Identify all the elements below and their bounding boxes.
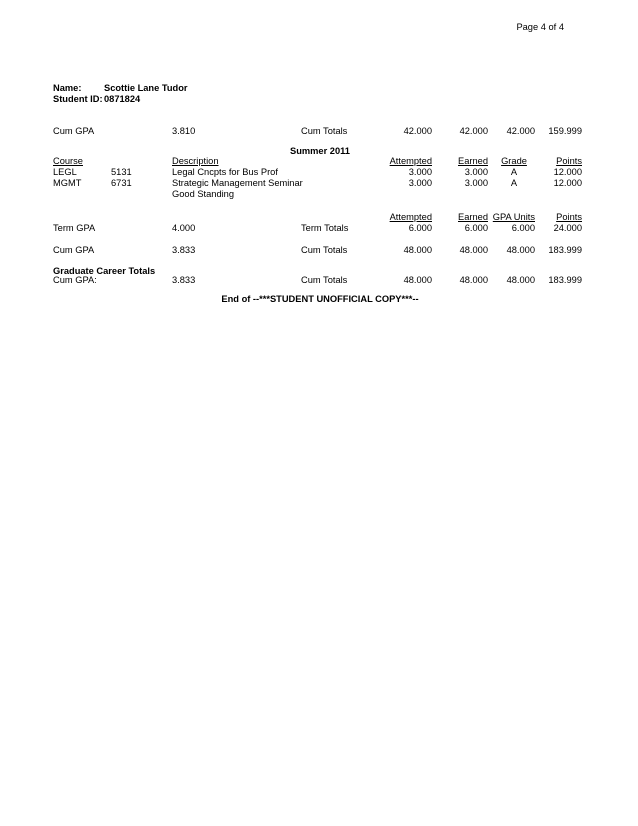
end-of-document-note: End of --***STUDENT UNOFFICIAL COPY***-- [221,294,419,304]
course-description: Legal Cncpts for Bus Prof [172,167,278,177]
course-description: Strategic Management Seminar [172,178,303,188]
prior-cum-totals-label: Cum Totals [301,126,348,136]
course-subject: MGMT [53,178,82,188]
course-points: 12.000 [553,167,582,177]
prior-cum-gpa-label: Cum GPA [53,126,95,136]
term-points: 24.000 [553,223,582,233]
totals-gpa-units-header: GPA Units [492,212,535,222]
grade-header: Grade [501,156,527,166]
course-points: 12.000 [553,178,582,188]
cum-gpa-label: Cum GPA [53,245,95,255]
term-title: Summer 2011 [290,146,350,156]
course-subject: LEGL [53,167,77,177]
page-number: Page 4 of 4 [516,22,564,32]
prior-cum-points: 159.999 [548,126,582,136]
cum-earned: 48.000 [459,245,488,255]
student-name: Scottie Lane Tudor [104,83,188,93]
student-id-label: Student ID: [53,94,103,104]
course-earned: 3.000 [464,167,488,177]
course-grade: A [510,178,518,188]
career-earned: 48.000 [459,275,488,285]
course-number: 5131 [111,167,132,177]
prior-cum-gpa-units: 42.000 [506,126,535,136]
career-points: 183.999 [548,275,582,285]
term-earned: 6.000 [464,223,488,233]
career-totals-title: Graduate Career Totals [53,266,156,276]
prior-cum-attempted: 42.000 [403,126,432,136]
prior-cum-gpa: 3.810 [172,126,196,136]
career-gpa: 3.833 [172,275,196,285]
course-header: Course [53,156,83,166]
course-number: 6731 [111,178,132,188]
term-gpa: 4.000 [172,223,196,233]
totals-attempted-header: Attempted [389,212,432,222]
prior-cum-earned: 42.000 [459,126,488,136]
points-header: Points [556,156,582,166]
course-grade: A [510,167,518,177]
career-gpa-label: Cum GPA: [53,275,97,285]
term-attempted: 6.000 [408,223,432,233]
totals-earned-header: Earned [458,212,488,222]
term-gpa-units: 6.000 [511,223,535,233]
career-totals-label: Cum Totals [301,275,348,285]
totals-points-header: Points [556,212,582,222]
attempted-header: Attempted [389,156,432,166]
career-gpa-units: 48.000 [506,275,535,285]
earned-header: Earned [458,156,488,166]
description-header: Description [172,156,219,166]
name-label: Name: [53,83,82,93]
cum-gpa: 3.833 [172,245,196,255]
term-gpa-label: Term GPA [53,223,96,233]
cum-gpa-units: 48.000 [506,245,535,255]
student-id: 0871824 [104,94,141,104]
cum-attempted: 48.000 [403,245,432,255]
cum-totals-label: Cum Totals [301,245,348,255]
cum-points: 183.999 [548,245,582,255]
career-attempted: 48.000 [403,275,432,285]
term-totals-label: Term Totals [301,223,349,233]
course-earned: 3.000 [464,178,488,188]
course-attempted: 3.000 [408,167,432,177]
academic-standing: Good Standing [172,189,235,199]
course-attempted: 3.000 [408,178,432,188]
